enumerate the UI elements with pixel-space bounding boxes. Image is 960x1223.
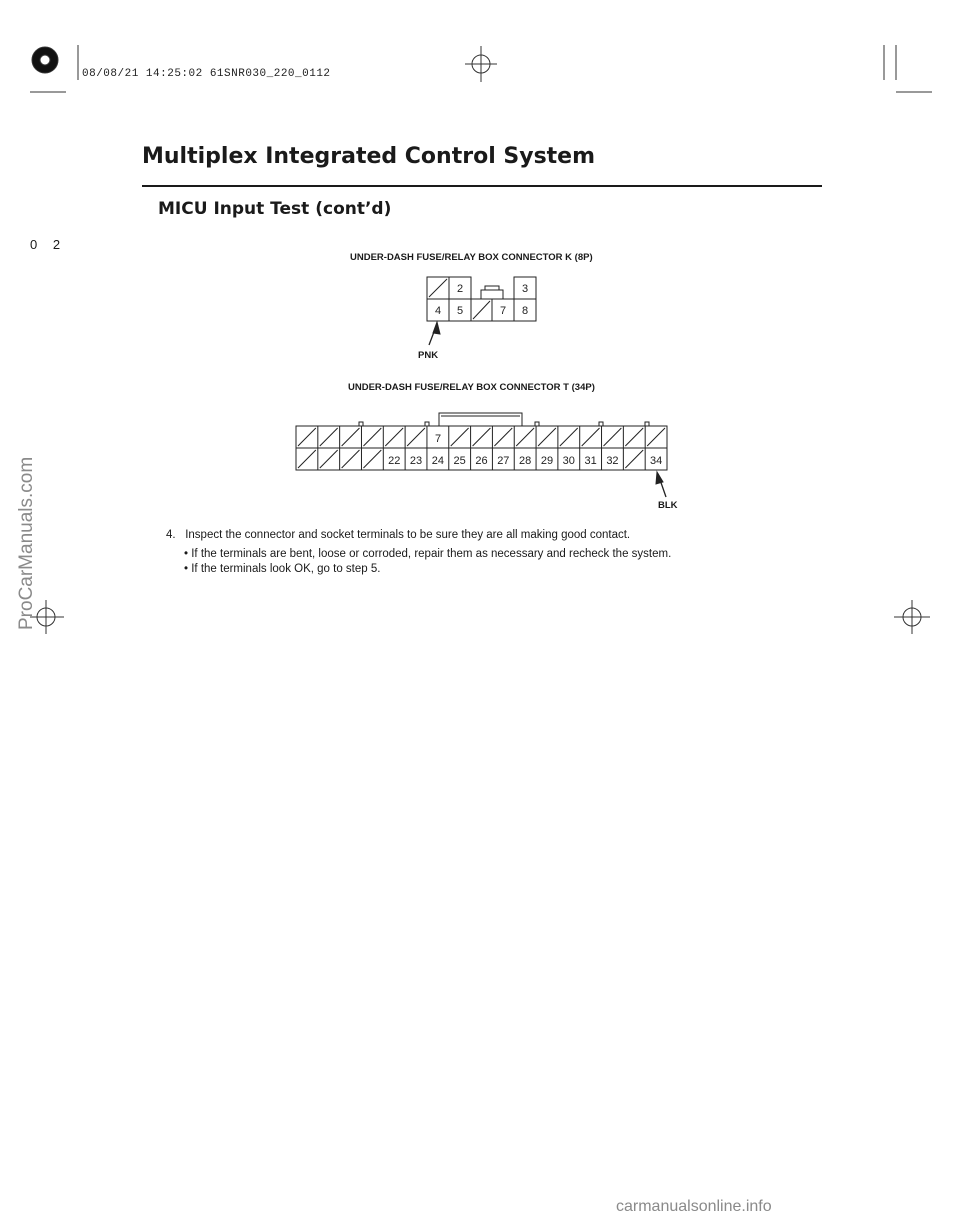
t-pin-30: 30 (562, 455, 575, 467)
k-pin-3: 3 (521, 283, 529, 295)
t-pin-7: 7 (434, 433, 442, 445)
k-pin-7: 7 (499, 305, 507, 317)
step-4 (166, 529, 826, 577)
step-bullet: • If the terminals look OK, go to step 5. (184, 562, 826, 577)
k-pin-8: 8 (521, 305, 529, 317)
t-pin-27: 27 (497, 455, 510, 467)
connector-t-wire-color: BLK (658, 500, 678, 511)
k-pin-5: 5 (456, 305, 464, 317)
t-pin-29: 29 (540, 455, 554, 467)
step-number: 4. (166, 529, 176, 541)
connector-k-wire-color: PNK (418, 350, 439, 361)
connector-k-diagram (427, 277, 536, 345)
page-title: Multiplex Integrated Control System (142, 144, 596, 169)
t-pin-22: 22 (388, 455, 401, 467)
section-title: MICU Input Test (cont’d) (158, 199, 392, 219)
k-pin-2: 2 (456, 283, 464, 295)
k-pin-4: 4 (434, 305, 442, 317)
connector-t-label: UNDER-DASH FUSE/RELAY BOX CONNECTOR T (34P) (348, 382, 595, 393)
connector-diagrams (0, 0, 960, 560)
t-pin-31: 31 (584, 455, 597, 467)
t-pin-24: 24 (431, 455, 444, 467)
page-code: 0 2 (30, 237, 67, 252)
print-stamp: 08/08/21 14:25:02 61SNR030_220_0112 (82, 68, 331, 80)
connector-k-label: UNDER-DASH FUSE/RELAY BOX CONNECTOR K (8P) (350, 252, 593, 263)
t-pin-23: 23 (409, 455, 423, 467)
t-pin-34: 34 (649, 455, 663, 467)
t-pin-28: 28 (519, 455, 532, 467)
step-bullet: • If the terminals are bent, loose or corroded, repair them as necessary and recheck the system. (184, 547, 826, 562)
step-text: Inspect the connector and socket terminals to be sure they are all making good contact. (185, 529, 631, 541)
t-pin-25: 25 (453, 455, 466, 467)
t-pin-26: 26 (475, 455, 488, 467)
side-watermark: ProCarManuals.com (16, 456, 37, 630)
bottom-watermark: carmanualsonline.info (616, 1198, 772, 1215)
t-pin-32: 32 (606, 455, 619, 467)
step-bullets (184, 547, 826, 577)
